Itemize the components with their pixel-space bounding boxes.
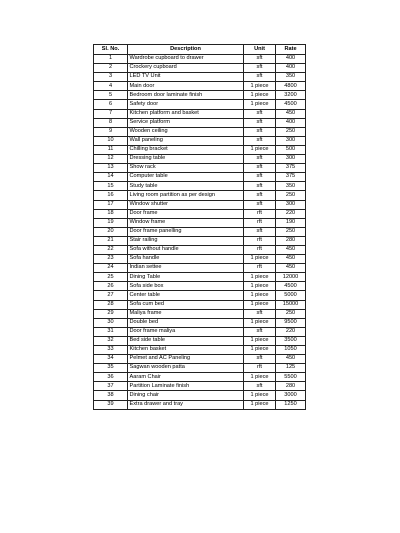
cell-rate: 250 xyxy=(276,309,306,318)
cell-unit: sft xyxy=(244,164,276,173)
cell-unit: sft xyxy=(244,118,276,127)
table-row xyxy=(94,164,306,173)
cell-rate: 220 xyxy=(276,327,306,336)
cell-description: Stair railing xyxy=(128,236,244,245)
table-row xyxy=(94,100,306,109)
cell-unit: rft xyxy=(244,236,276,245)
cell-description: Bedroom door laminate finish xyxy=(128,91,244,100)
cell-rate: 400 xyxy=(276,118,306,127)
cell-rate: 3200 xyxy=(276,91,306,100)
cell-sl-no: 8 xyxy=(94,118,128,127)
cell-sl-no: 24 xyxy=(94,264,128,273)
cell-sl-no: 36 xyxy=(94,373,128,382)
header-unit: Unit xyxy=(244,45,276,55)
cell-sl-no: 27 xyxy=(94,291,128,300)
cell-rate: 300 xyxy=(276,200,306,209)
cell-description: Chilling bracket xyxy=(128,145,244,154)
cell-unit: 1 piece xyxy=(244,400,276,409)
cell-unit: sft xyxy=(244,55,276,64)
cell-rate: 220 xyxy=(276,209,306,218)
cell-unit: sft xyxy=(244,109,276,118)
cell-unit: rft xyxy=(244,364,276,373)
cell-description: Sagwan wooden patta xyxy=(128,364,244,373)
cell-description: Sofa handle xyxy=(128,255,244,264)
table-row xyxy=(94,173,306,182)
cell-sl-no: 23 xyxy=(94,255,128,264)
table-row xyxy=(94,109,306,118)
cell-rate: 12000 xyxy=(276,273,306,282)
table-row xyxy=(94,200,306,209)
table-row xyxy=(94,391,306,400)
cell-description: Indian settee xyxy=(128,264,244,273)
rate-sheet xyxy=(93,44,305,410)
cell-description: Computer table xyxy=(128,173,244,182)
cell-sl-no: 13 xyxy=(94,164,128,173)
cell-sl-no: 26 xyxy=(94,282,128,291)
cell-unit: sft xyxy=(244,309,276,318)
cell-rate: 280 xyxy=(276,382,306,391)
cell-sl-no: 1 xyxy=(94,55,128,64)
table-row xyxy=(94,191,306,200)
table-row xyxy=(94,273,306,282)
cell-unit: 1 piece xyxy=(244,282,276,291)
table-row xyxy=(94,55,306,64)
cell-description: Sofa without handle xyxy=(128,245,244,254)
table-row xyxy=(94,346,306,355)
cell-sl-no: 17 xyxy=(94,200,128,209)
cell-unit: sft xyxy=(244,191,276,200)
cell-rate: 400 xyxy=(276,55,306,64)
cell-rate: 300 xyxy=(276,155,306,164)
cell-description: Bed side table xyxy=(128,336,244,345)
cell-description: Center table xyxy=(128,291,244,300)
cell-rate: 350 xyxy=(276,182,306,191)
cell-description: Maliya frame xyxy=(128,309,244,318)
cell-sl-no: 20 xyxy=(94,227,128,236)
cell-description: Living room partition as per design xyxy=(128,191,244,200)
cell-rate: 9500 xyxy=(276,318,306,327)
table-row xyxy=(94,118,306,127)
cell-description: Double bed xyxy=(128,318,244,327)
table-row xyxy=(94,373,306,382)
cell-description: Main door xyxy=(128,82,244,91)
cell-rate: 450 xyxy=(276,264,306,273)
table-row xyxy=(94,382,306,391)
cell-description: Sofa cum bed xyxy=(128,300,244,309)
table-row xyxy=(94,155,306,164)
cell-description: Show rack xyxy=(128,164,244,173)
cell-unit: 1 piece xyxy=(244,255,276,264)
cell-sl-no: 37 xyxy=(94,382,128,391)
cell-sl-no: 14 xyxy=(94,173,128,182)
cell-sl-no: 33 xyxy=(94,346,128,355)
cell-rate: 4800 xyxy=(276,82,306,91)
cell-unit: rft xyxy=(244,209,276,218)
cell-sl-no: 28 xyxy=(94,300,128,309)
cell-rate: 3500 xyxy=(276,336,306,345)
table-body xyxy=(94,55,306,410)
cell-sl-no: 31 xyxy=(94,327,128,336)
cell-rate: 450 xyxy=(276,245,306,254)
table-row xyxy=(94,136,306,145)
cell-sl-no: 16 xyxy=(94,191,128,200)
table-row xyxy=(94,355,306,364)
table-row xyxy=(94,82,306,91)
cell-sl-no: 3 xyxy=(94,73,128,82)
cell-unit: sft xyxy=(244,155,276,164)
cell-rate: 375 xyxy=(276,173,306,182)
cell-rate: 3000 xyxy=(276,391,306,400)
cell-unit: 1 piece xyxy=(244,318,276,327)
cell-sl-no: 10 xyxy=(94,136,128,145)
cell-sl-no: 5 xyxy=(94,91,128,100)
table-row xyxy=(94,209,306,218)
cell-unit: rft xyxy=(244,218,276,227)
cell-description: Door frame xyxy=(128,209,244,218)
table-row xyxy=(94,64,306,73)
cell-rate: 450 xyxy=(276,355,306,364)
cell-unit: sft xyxy=(244,200,276,209)
cell-unit: 1 piece xyxy=(244,391,276,400)
cell-rate: 4500 xyxy=(276,282,306,291)
cell-rate: 5500 xyxy=(276,373,306,382)
cell-description: Service platform xyxy=(128,118,244,127)
cell-rate: 250 xyxy=(276,227,306,236)
table-row xyxy=(94,127,306,136)
cell-description: Kitchen platform and basket xyxy=(128,109,244,118)
cell-description: Partition Laminate finish xyxy=(128,382,244,391)
cell-description: Study table xyxy=(128,182,244,191)
table-row xyxy=(94,318,306,327)
cell-unit: sft xyxy=(244,73,276,82)
header-description: Description xyxy=(128,45,244,55)
cell-description: Dining Table xyxy=(128,273,244,282)
cell-description: Wooden ceiling xyxy=(128,127,244,136)
table-row xyxy=(94,282,306,291)
cell-unit: 1 piece xyxy=(244,336,276,345)
cell-description: Crockery cupboard xyxy=(128,64,244,73)
cell-rate: 5000 xyxy=(276,291,306,300)
cell-unit: 1 piece xyxy=(244,91,276,100)
cell-unit: 1 piece xyxy=(244,100,276,109)
cell-description: Pelmet and AC Paneling xyxy=(128,355,244,364)
cell-sl-no: 38 xyxy=(94,391,128,400)
cell-unit: sft xyxy=(244,182,276,191)
cell-rate: 280 xyxy=(276,236,306,245)
header-rate: Rate xyxy=(276,45,306,55)
cell-rate: 125 xyxy=(276,364,306,373)
table-row xyxy=(94,336,306,345)
cell-rate: 375 xyxy=(276,164,306,173)
cell-unit: rft xyxy=(244,264,276,273)
table-row xyxy=(94,400,306,409)
cell-rate: 450 xyxy=(276,255,306,264)
cell-sl-no: 39 xyxy=(94,400,128,409)
cell-unit: sft xyxy=(244,382,276,391)
cell-sl-no: 11 xyxy=(94,145,128,154)
table-row xyxy=(94,218,306,227)
table-row xyxy=(94,73,306,82)
cell-unit: 1 piece xyxy=(244,273,276,282)
cell-description: Door frame maliya xyxy=(128,327,244,336)
table-row xyxy=(94,327,306,336)
cell-unit: sft xyxy=(244,127,276,136)
cell-unit: sft xyxy=(244,136,276,145)
table-row xyxy=(94,264,306,273)
cell-sl-no: 15 xyxy=(94,182,128,191)
cell-rate: 450 xyxy=(276,109,306,118)
cell-description: Dressing table xyxy=(128,155,244,164)
cell-description: Aaram Chair xyxy=(128,373,244,382)
table-row xyxy=(94,236,306,245)
cell-unit: 1 piece xyxy=(244,82,276,91)
cell-sl-no: 35 xyxy=(94,364,128,373)
cell-rate: 250 xyxy=(276,191,306,200)
cell-rate: 1050 xyxy=(276,346,306,355)
table-row xyxy=(94,291,306,300)
cell-sl-no: 2 xyxy=(94,64,128,73)
table-row xyxy=(94,364,306,373)
cell-description: Wardrobe cupboard to drawer xyxy=(128,55,244,64)
cell-unit: 1 piece xyxy=(244,300,276,309)
cell-sl-no: 18 xyxy=(94,209,128,218)
cell-sl-no: 19 xyxy=(94,218,128,227)
cell-sl-no: 7 xyxy=(94,109,128,118)
cell-sl-no: 29 xyxy=(94,309,128,318)
cell-rate: 350 xyxy=(276,73,306,82)
cell-rate: 15000 xyxy=(276,300,306,309)
cell-description: Dining chair xyxy=(128,391,244,400)
table-row xyxy=(94,245,306,254)
cell-description: Sofa side box xyxy=(128,282,244,291)
cell-sl-no: 25 xyxy=(94,273,128,282)
cell-description: Kitchen basket xyxy=(128,346,244,355)
table-header-row xyxy=(94,45,306,55)
cell-description: Safety door xyxy=(128,100,244,109)
cell-sl-no: 22 xyxy=(94,245,128,254)
cell-description: Wall paneling xyxy=(128,136,244,145)
cell-sl-no: 32 xyxy=(94,336,128,345)
cell-rate: 190 xyxy=(276,218,306,227)
table-row xyxy=(94,145,306,154)
header-sl-no: Sl. No. xyxy=(94,45,128,55)
table-row xyxy=(94,309,306,318)
table-row xyxy=(94,255,306,264)
cell-sl-no: 4 xyxy=(94,82,128,91)
cell-sl-no: 12 xyxy=(94,155,128,164)
cell-unit: sft xyxy=(244,227,276,236)
cell-unit: 1 piece xyxy=(244,291,276,300)
cell-rate: 4500 xyxy=(276,100,306,109)
cell-rate: 500 xyxy=(276,145,306,154)
cell-sl-no: 34 xyxy=(94,355,128,364)
table-row xyxy=(94,91,306,100)
cell-unit: 1 piece xyxy=(244,145,276,154)
table-row xyxy=(94,227,306,236)
cell-unit: sft xyxy=(244,355,276,364)
cell-rate: 1250 xyxy=(276,400,306,409)
cell-unit: rft xyxy=(244,245,276,254)
cell-unit: sft xyxy=(244,327,276,336)
cell-description: LED TV Unit xyxy=(128,73,244,82)
cell-unit: sft xyxy=(244,173,276,182)
cell-sl-no: 30 xyxy=(94,318,128,327)
cell-rate: 250 xyxy=(276,127,306,136)
cell-unit: 1 piece xyxy=(244,346,276,355)
cell-unit: sft xyxy=(244,64,276,73)
table-row xyxy=(94,182,306,191)
cell-unit: 1 piece xyxy=(244,373,276,382)
cell-rate: 400 xyxy=(276,64,306,73)
table-row xyxy=(94,300,306,309)
cell-description: Extra drawer and tray xyxy=(128,400,244,409)
rate-table xyxy=(93,44,306,410)
cell-sl-no: 21 xyxy=(94,236,128,245)
cell-rate: 300 xyxy=(276,136,306,145)
cell-description: Window shutter xyxy=(128,200,244,209)
cell-description: Window frame xyxy=(128,218,244,227)
cell-description: Door frame panelling xyxy=(128,227,244,236)
cell-sl-no: 9 xyxy=(94,127,128,136)
cell-sl-no: 6 xyxy=(94,100,128,109)
